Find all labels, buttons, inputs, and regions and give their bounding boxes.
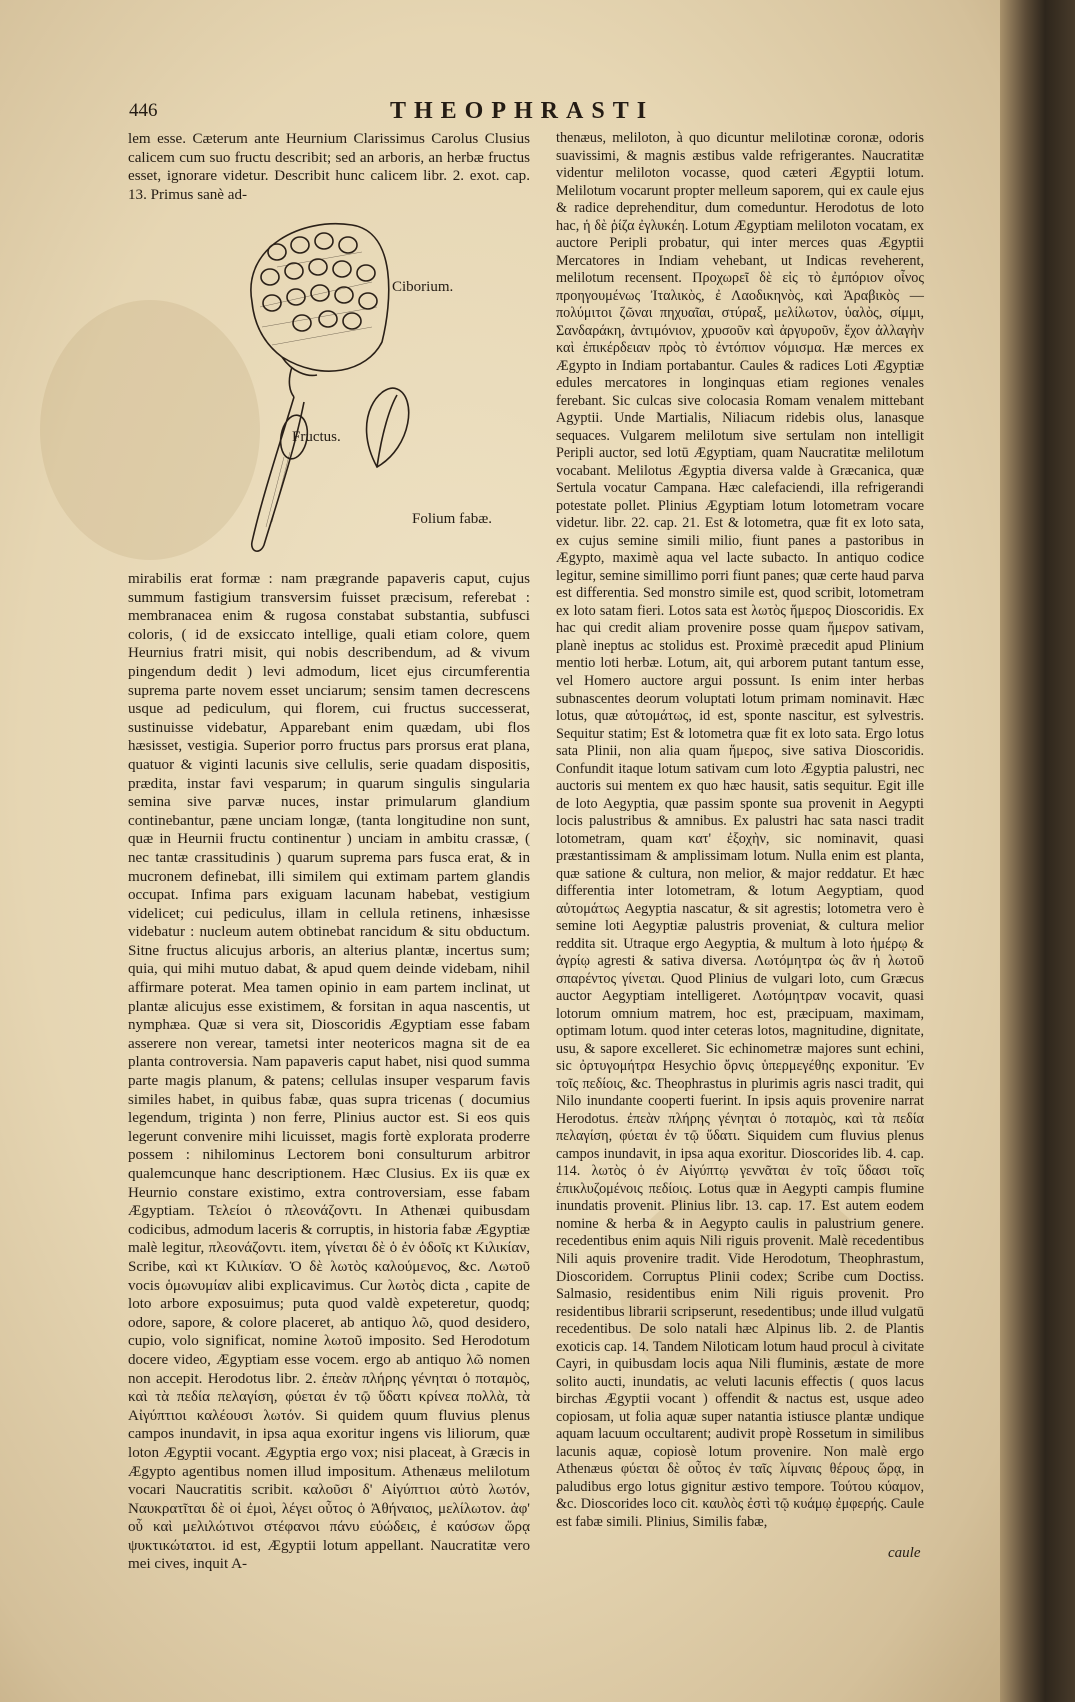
stalk xyxy=(252,397,304,551)
left-top-paragraph: lem esse. Cæterum ante Heurnium Clarissimus Carolus Clusius calicem cum suo fructu describit; sed an arboris, an herbæ fructus esset, ignorare videtur. Describit hunc calicem libr. 2. exot. cap. 13. Primus sanè ad- xyxy=(128,131,530,203)
right-paragraph: thenæus, meliloton, à quo dicuntur melilotinæ coronæ, odoris suavissimi, & magnis æstibus valde refrigerantes. Naucratitæ videntur meliloton vocasse, quod cæteri Ægyptii lotum. Melilotum vocarunt propter melleum saporem, qui ex caule ejus & radice deprehenditur, dum comeduntur. Herodotus de loto hac, ἡ δὲ ῥίζα ἐγλυκέη. Lotum Ægyptiam meliloton vocatam, ex auctore Peripli probatur, qui inter merces quas Ægyptii Mercatores in Indiam vehebant, ut Indicas reveherent, melilotum recensent. Προχωρεῖ δὲ εἰς τὸ ἐμπόριον οἶνος προηγουμένως Ἰταλικὸς, ἐ Λαοδικηνὸς, καὶ Ἀραβικὸς — πολύμιτοι ζῶναι πηχυαῖαι, στύραξ, μελίλωτον, ὑαλὸς, σίμμι, Σανδαράκη, ἀντιμόνιον, χρυσοῦν καὶ ἀργυροῦν, ἔχον ἀλλαγὴν καὶ ἐπικέρδειαν πρὸς τὸ ἐντόπιον νόμισμα. Hæ merces ex Ægypto in Indiam portabantur. Caules & radices Loti Ægyptiæ edules mercatores in longinquas etiam regiones venales ferebant. Sic culcas sive colocasia Romam venalem mittebant Agyptii. Unde Martialis, Niliacum ridebis olus, lanasque sequaces. Vulgarem melilotum sive sertulam non intelligit Peripli auctor, sed lotū Ægyptiam, quam Naucratitæ melilotum vocabant. Melilotus Ægyptia diversa valde à Græcanica, quæ Sertula vocatur Campana. Hæc calefaciendi, illa refrigerandi potestate pollet. Plinius Ægyptiam lotum lotometram vocare videtur. libr. 22. cap. 21. Est & lotometra, quæ fit ex loto sata, ex cujus semine simili milio, fiunt panes a pastoribus in Ægypto, maximè aqua vel lacte subacto. In antiquo codice legitur, semine simillimo porri fiunt panes; quæ certe haud parva est differentia. Sed monstro simile est, quod scribit, lotometram ex loto satam fieri. Lotos sata est λωτὸς ἥμερος Dioscoridis. Ex hac qui credit aliam provenire posse quam ἥμερον sativam, planè ineptus ac stolidus est. Proximè præcedit apud Plinium mentio loti herbæ. Lotum, ait, qui arborem putant tantum esse, vel Homero auctore argui possunt. Is enim inter herbas subnascentes deorum voluptati lotum primam nominavit. Hæc lotus, quæ αὐτομάτως, id est, sponte nascitur, est sylvestris. Sequitur statim; Est & lotometra quæ fit ex loto sata. Ergo lotus sata Plinii, non alia quam ἥμερος, sive sativa Dioscoridis. Confundit itaque lotum sativam cum loto Ægyptia palustri, nec auctoris sui mentem ex quo hæc hausit, satis sequitur. Egit ille de loto Aegyptia, quæ passim sponte sua provenit in Aegypti locis palustribus & amnibus. Ex palustri hac sata nasci tradit lotometram, quam κατ' ἐξοχὴν, sic nominavit, quasi præstantissimam & amplissimam lotum. Nulla enim est planta, quæ satione & cultura, non melior, & major reddatur. Et hæc differentia inter lotometram, & lotum Aegyptiam, quod αὐτομάτως Aegyptia nascatur, & sit agrestis; lotometra vero è semine loti Aegyptiæ palustris proveniat, & cultura melior reddita sit. Utraque ergo Aegyptia, & multum à loto ἡμέρῳ & ἀγρίῳ agresti & sativa diversa. Λωτόμητρα ὡς ἂν ἡ λωτοῦ σπαρέντος γίνεται. Quod Plinius de vulgari loto, cum Græcus auctor Aegyptiam intelligeret. Λωτόμητραν vocavit, quasi lotorum omnium matrem, hoc est, præcipuam, maximam, optimam lotum. quod inter ceteras lotos, magnitudine, dignitate, usu, & sapore excelleret. Sic echinometræ majores sunt echini, sic ὀρτυγομήτρα Hesychio ὄρνις ὑπερμεγέθης exponitur. Ἐν τοῖς πεδίοις, &c. Theophrastus in plurimis agris nasci tradit, qui Nilo inundante cooperti fuerint. In ipsis aquis provenire narrat Herodotus. ἐπεὰν πλήρης γένηται ὁ ποταμὸς, καὶ τὰ πεδία πελαγίση, φύεται ἐν τῷ ὕδατι. Siquidem cum fluvius plenus campos inundavit, in ipsa aqua exoritur. Dioscorides lib. 4. cap. 114. λωτὸς ὁ ἐν Αἰγύπτῳ γεννᾶται ἐν τοῖς ὕδασι τοῖς ἐπικλυζομένοις πεδίοις. Lotus quæ in Aegypti campis flumine inundatis provenit. Plinius libr. 13. cap. 17. Est autem eodem nomine & herba & in Aegypto caulis in palustrium genere. recedentibus enim aquis Nili riguis provenit. Malè recedentibus Nili aquis provenire tradit. Vide Herodotum, Theophrastum, Dioscoridem. Corruptus Plinii codex; Scribe cum Doctiss. Salmasio, residentibus enim Nili riguis provenit. Pro residentibus librarii scripserunt, resedentibus; unde illud vulgatū recedentibus. De solo natali hæc Alpinus lib. 2. de Plantis exoticis cap. 14. Tandem Niloticam lotum haud procul à civitate Cayri, in quibusdam locis aqua Nili fluminis, æstate de more solito aucti, inundatis, ac veluti lacunis effectis ( quos lacus birchas Ægyptii vocant ) offendit & nactus est, usque adeo copiosam, ut folia aquæ super natantia istiusce plantæ undique aquam lacuum occultarent; audivit propè Rossetum in similibus lacunis aquæ, copiosè lotum provenire. Non malè ergo Athenæus φύεται δὲ οὗτος ἐν ταῖς λίμναις θέρους ὥρᾳ, in paludibus ergo lotus gignitur æstivo tempore. Τούτου κύαμον, &c. Dioscorides loco cit. καυλὸς ἐστὶ τῷ κυάμῳ ἐμφερής. Caule est fabæ simili. Plinius, Similis fabæ, xyxy=(556,130,924,1530)
caption-fructus: Fructus. xyxy=(292,429,341,445)
left-column-top xyxy=(128,130,530,204)
page-number: 446 xyxy=(129,100,158,121)
caption-ciborium: Ciborium. xyxy=(392,279,454,295)
left-bottom-paragraph: mirabilis erat formæ : nam prægrande papaveris caput, cujus summum fastigium transversim fuisset præcisum, referebat : membranacea enim & rugosa constabat substantia, subfusci coloris, ( id de exsiccato intellige, quali etiam colore, quem Heurnius fratri misit, qui nobis describendum, ad & vivum pingendum dedit ) levi admodum, licet ejus circumferentia suprema parte novem esset unciarum; sensim tamen decrescens usque ad pediculum, qui florem, cui fructus successerat, sustinuisse videbatur, Apparebant enim quædam, ubi flos hæsisset, vestigia. Superior porro fructus pars prorsus erat plana, quatuor & viginti lacunis sive cellulis, serie quadam dispositis, prædita, instar favi vesparum; in quarum singulis singularia semina sive parvæ nuces, instar primularum glandium continebantur, pæne unciam longæ, (tanta longitudine non sunt, quæ in Heurnii fructu continentur ) unciam in ambitu crassæ, ( nec tantæ crassitudinis ) quarum suprema pars fusca erat, & in mucronem definebat, illi similem qui extimam partem glandis occupat. Infima pars exiguam lacunam habebat, vestigium videlicet; cui pediculus, illam in cellula retinens, inhæsisse videbatur : nucleum autem obtinebat rancidum & situ obductum. Sitne fructus alicujus arboris, an alterius plantæ, incertus sum; quia, qui mihi mutuo dabat, & apud quem deinde videbam, nihil affirmare poterat. Mea tamen opinio in eam partem inclinat, ut plantæ alicujus esse existimem, & forsitan in aqua nascentis, ut nymphæa. Quæ si vera sit, Dioscoridis Ægyptiam esse fabam asserere non verear, tametsi inter neotericos magna sit de ea planta controversia. Nam papaveris caput habet, nisi quod summa parte magis planum, & patens; cellulas insuper vesparum favis similes habet, in quibus fabæ, quas supra tricenas ( documius legendum, triginta ) non ferre, Plinius auctor est. Si eos quis legerunt convenire mihi licuisset, magis fortè explorata proderre possem : nihilominus Lectorem boni consulturum arbitror qualemcunque hanc descriptionem. Hæc Clusius. Ex iis quæ ex Heurnio constare existimo, extra controversiam, esse fabam Ægyptiam. Τελείοι ὁ πλεονάζοντι. In Athenæi quibusdam codicibus, admodum laceris & corruptis, in historia fabæ Ægyptiæ malè legitur, πλεονάζοντι. item, γίνεται δὲ ὁ ἐν ὁδοῖς κτ Κιλικίαν, Scribe, καὶ κτ Κιλικίαν. Ὁ δὲ λωτὸς καλούμενος, &c. Λωτοῦ vocis ὁμωνυμίαν alibi explicavimus. Cur λωτὸς dicta , capite de loto arbore exposuimus; puta quod valdè expeteretur, quodq; odore, sapore, & colore placeret, ab antiquo λῶ, quod desidero, cupio, volo significat, nomine λωτοῦ imposito. Sed Herodotum docere video, Ægyptiam esse vocem. ergo ab antiquo λῶ nomen non accepit. Herodotus libr. 2. ἐπεὰν πλήρης γένηται ὁ ποταμὸς, καὶ τὰ πεδία πελαγίση, φύεται ἐν τῷ ὕδατι κρίνεα πολλὰ, τὰ Αἰγύπτιοι καλέουσι λωτόν. Si quidem quum fluvius plenus campos inundavit, in ipsa aqua exoritur ingens vis liliorum, quæ loton Ægyptii vocant. Ægyptia ergo vox; nisi placeat, à Græcis in Ægypto agentibus nomen illud impositum. Athenæus melilotum vocari Naucratitis scribit. καλοῦσι δ' Αἰγύπτιοι αὐτὸ λωτόν, Ναυκρατῖται δὲ οἱ ἐμοὶ, λέγει οὗτος ὁ Ἀθήναιος, μελίλωτον. ἀφ' οὗ καὶ μελιλώτινοι στέφανοι πάνυ εὐώδεις, ἐ καύσων ὥρᾳ ψυκτικώτατοι. id est, Ægyptii lotum appellant. Naucratitæ vero mei cives, inquit A- xyxy=(128,571,530,1573)
pod-base xyxy=(282,357,317,397)
left-column-bottom xyxy=(128,570,530,1574)
bean-leaf xyxy=(367,388,409,467)
leaf-vein xyxy=(377,395,397,467)
page-header xyxy=(0,98,1000,128)
running-head: THEOPHRASTI xyxy=(390,98,655,124)
caption-folium: Folium fabæ. xyxy=(412,511,493,527)
book-gutter xyxy=(1000,0,1075,1702)
paper-stain xyxy=(40,300,260,560)
catchword: caule xyxy=(888,1545,921,1561)
lotus-illustration xyxy=(232,207,522,559)
right-column xyxy=(556,130,924,1531)
woodcut-figure xyxy=(232,207,522,559)
